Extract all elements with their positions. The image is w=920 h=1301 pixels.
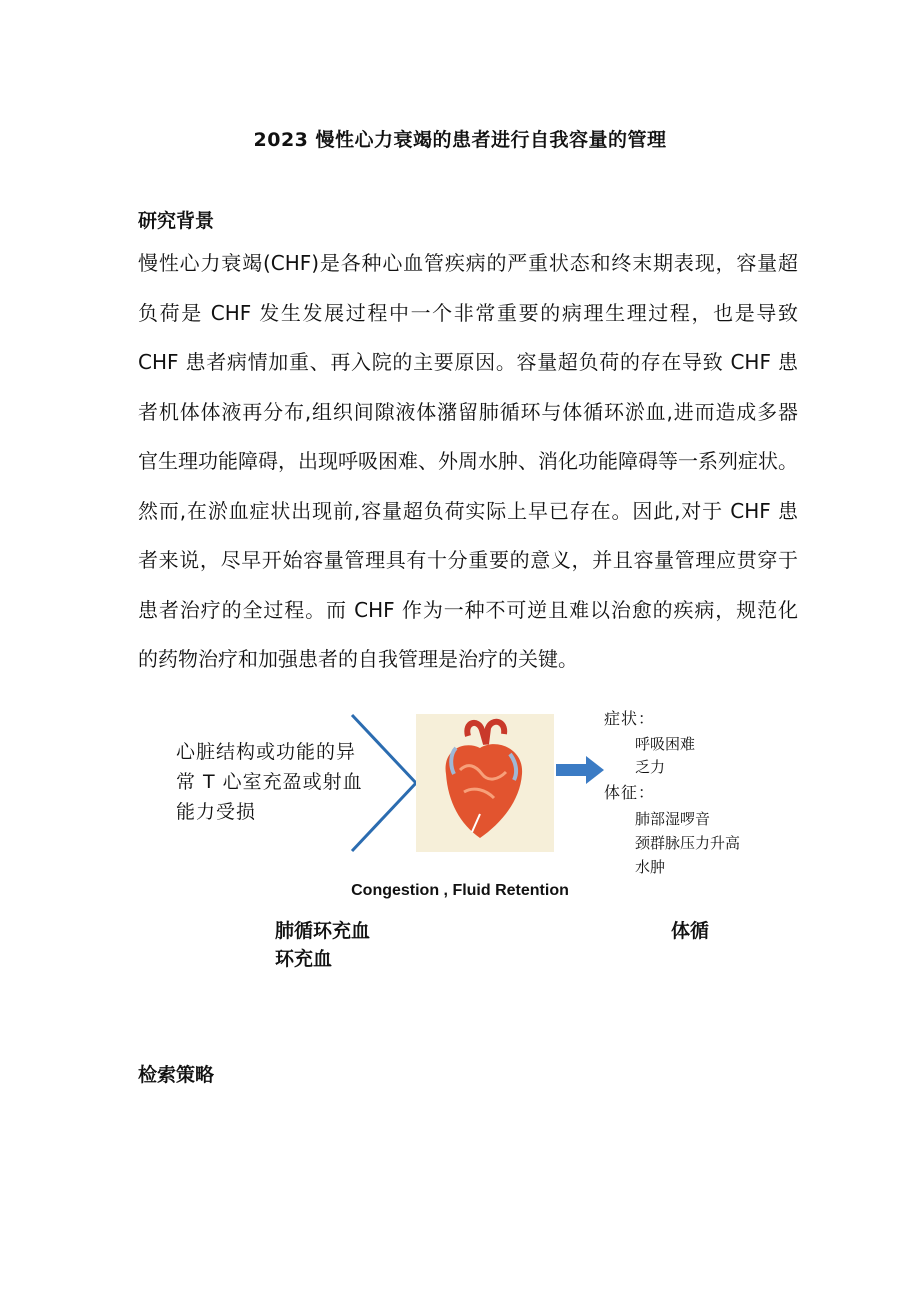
chf-figure <box>0 700 920 876</box>
pulmonary-line: 肺循环充血 <box>275 920 371 942</box>
sign-item: 水肿 <box>635 858 666 876</box>
pulmonary-congestion-label <box>275 917 370 973</box>
symptoms-header: 症状： <box>604 709 656 728</box>
paragraph-line: 患者治疗的全过程。而 CHF 作为一种不可逆且难以治愈的疾病，规范化 <box>138 597 798 622</box>
paragraph-line: 者机体体液再分布,组织间隙液体潴留肺循环与体循环淤血,进而造成多器 <box>138 399 798 424</box>
systemic-congestion-label: 体循 <box>671 920 710 942</box>
figure-caption: Congestion , Fluid Retention <box>351 882 569 899</box>
section-heading-search: 检索策略 <box>138 1064 215 1086</box>
cause-line: 心脏结构或功能的异 <box>176 741 357 763</box>
arrow-right-icon <box>556 756 604 784</box>
cause-line: 常 T 心室充盈或射血 <box>176 771 363 793</box>
pulmonary-line: 环充血 <box>275 948 333 970</box>
background-paragraph <box>138 243 798 689</box>
paragraph-line: 者来说，尽早开始容量管理具有十分重要的意义，并且容量管理应贯穿于 <box>138 548 798 572</box>
symptoms-signs-box <box>604 704 804 876</box>
paragraph-line: 慢性心力衰竭(CHF)是各种心血管疾病的严重状态和终末期表现，容量超 <box>138 251 798 275</box>
sign-item: 肺部湿啰音 <box>635 810 711 828</box>
heart-icon <box>416 714 554 852</box>
chevron-right-icon <box>350 713 422 853</box>
section-heading-background: 研究背景 <box>138 210 215 232</box>
symptom-item: 呼吸困难 <box>635 735 696 753</box>
cause-line: 能力受损 <box>176 801 257 823</box>
paragraph-line: 官生理功能障碍，出现呼吸困难、外周水肿、消化功能障碍等一系列症状。 <box>138 449 798 473</box>
paragraph-line: 的药物治疗和加强患者的自我管理是治疗的关键。 <box>138 647 578 671</box>
paragraph-line: 负荷是 CHF 发生发展过程中一个非常重要的病理生理过程，也是导致 <box>138 300 798 325</box>
heart-illustration <box>416 714 554 852</box>
paragraph-line: 然而,在淤血症状出现前,容量超负荷实际上早已存在。因此,对于 CHF 患 <box>138 498 798 523</box>
symptom-item: 乏力 <box>635 758 666 776</box>
page-title: 2023 慢性心力衰竭的患者进行自我容量的管理 <box>253 129 667 151</box>
sign-item: 颈群脉压力升高 <box>635 834 741 852</box>
signs-header: 体征： <box>604 783 656 802</box>
paragraph-line: CHF 患者病情加重、再入院的主要原因。容量超负荷的存在导致 CHF 患 <box>138 350 798 374</box>
